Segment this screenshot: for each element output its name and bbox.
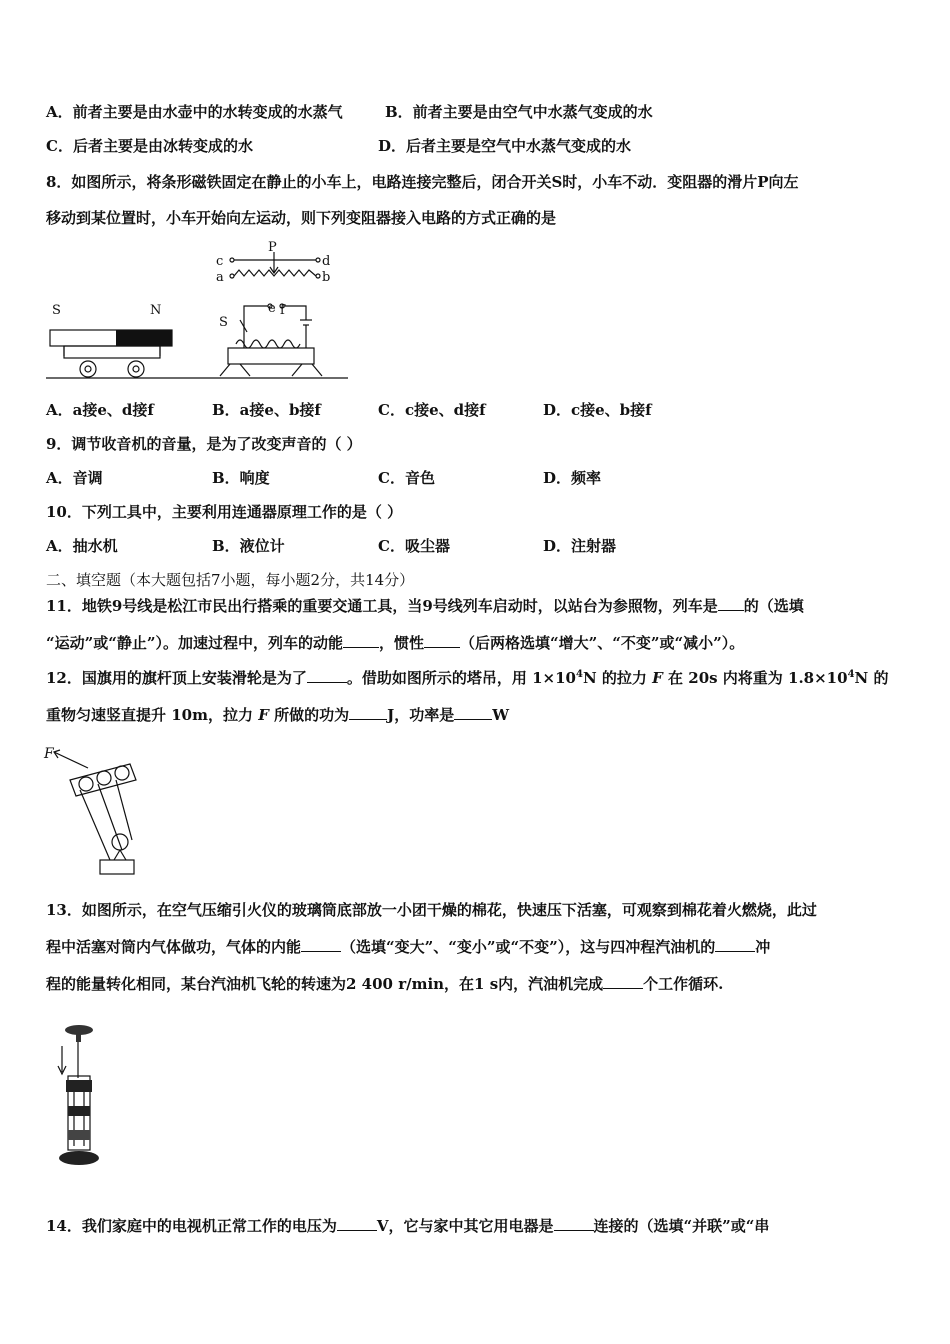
q12-force-symbol-1: F [652,669,663,687]
fig-label-p: P [268,240,277,255]
q10-option-b: B．液位计 [212,537,285,555]
q13-text-2c: 冲 [755,938,771,956]
fig-label-magnet-s: S [52,303,61,318]
q13-text-2a: 程中活塞对筒内气体做功，气体的内能 [46,938,302,956]
q13-line1: 13．如图所示，在空气压缩引火仪的玻璃筒底部放一小团干燥的棉花，快速压下活塞，可观察到棉花着火燃烧，此过 [46,901,817,919]
q11-blank-1 [718,596,744,611]
q12-exponent-1: 4 [576,669,583,680]
q8-stem-line2: 移动到某位置时，小车开始向左运动，则下列变阻器接入电路的方式正确的是 [46,209,557,227]
q11-text-2a: “运动”或“静止”）。加速过程中，列车的动能 [46,634,344,652]
q13-blank-2 [715,937,755,952]
q9-stem: 9．调节收音机的音量，是为了改变声音的（ ） [46,435,362,453]
fig-label-d: d [322,254,331,269]
q12-blank-2 [349,705,387,720]
q8-option-b: B．a接e、b接f [212,401,321,419]
q10-option-a: A．抽水机 [46,537,118,555]
q12-force-symbol-2: F [258,706,269,724]
fig-label-b: b [322,270,331,285]
q8-option-a: A．a接e、d接f [46,401,154,419]
q13-text-3b: 个工作循环. [643,975,724,993]
q11-blank-3 [424,633,460,648]
q12-text-1d: 在 20s 内将重为 1.8×10 [668,669,848,687]
q12-text-2b: 所做的功为 [274,706,350,724]
q13-fire-syringe-figure [50,1020,110,1170]
q12-text-1c: N 的拉力 [582,669,647,687]
q12-text-2d: W [492,706,510,724]
fig-label-f: f [280,303,285,318]
q11-line2 [46,633,744,653]
q13-line2 [46,937,770,957]
q9-option-a: A．音调 [46,469,103,487]
q13-line3 [46,974,723,994]
q8-stem-line1: 8．如图所示，将条形磁铁固定在静止的小车上，电路连接完整后，闭合开关S时，小车不动．变阻器的滑片P向左 [46,173,799,191]
q10-option-c: C．吸尘器 [378,537,450,555]
q8-option-d: D．c接e、b接f [543,401,652,419]
q11-text-2c: （后两格选填“增大”、“不变”或“减小”）。 [460,634,745,652]
q12-line2 [46,705,509,725]
crane-force-label: F [44,746,54,762]
q11-line1 [46,596,804,616]
q12-text-1e: N 的 [854,669,889,687]
fig-label-magnet-n: N [150,303,162,318]
q13-blank-3 [603,974,643,989]
q14-text-1c: 连接的（选填“并联”或“串 [593,1217,770,1235]
q7-option-c: C．后者主要是由冰转变成的水 [46,137,253,155]
q12-blank-1 [307,668,347,683]
q7-option-d: D．后者主要是空气中水蒸气变成的水 [378,137,632,155]
section-2-heading: 二、填空题（本大题包括7小题，每小题2分，共14分） [46,571,415,589]
q12-crane-figure [40,740,150,880]
q12-line1 [46,668,888,688]
q11-text-2b: ，惯性 [379,634,425,652]
q14-line1 [46,1216,769,1236]
q14-text-1a: 14．我们家庭中的电视机正常工作的电压为 [46,1217,337,1235]
fig-label-e: e [268,301,276,316]
q10-stem: 10．下列工具中，主要利用连通器原理工作的是（ ） [46,503,403,521]
q12-text-1a: 12．国旗用的旗杆顶上安装滑轮是为了 [46,669,307,687]
q12-exponent-2: 4 [847,669,855,680]
q14-blank-2 [554,1216,594,1231]
fig-label-c: c [216,254,224,269]
q8-option-c: C．c接e、d接f [378,401,486,419]
q12-text-2a: 重物匀速竖直提升 10m，拉力 [46,706,253,724]
q9-option-b: B．响度 [212,469,270,487]
q9-option-c: C．音色 [378,469,435,487]
q12-blank-3 [454,705,492,720]
q13-text-2b: （选填“变大”、“变小”或“不变”），这与四冲程汽油机的 [341,938,716,956]
q11-blank-2 [343,633,379,648]
q7-option-b: B．前者主要是由空气中水蒸气变成的水 [385,103,653,121]
fig-label-a: a [216,270,224,285]
q10-option-d: D．注射器 [543,537,617,555]
q9-option-d: D．频率 [543,469,602,487]
fig-label-switch-s: S [219,315,228,330]
q13-blank-1 [301,937,341,952]
q8-figure [44,236,354,384]
q12-text-2c: J，功率是 [387,706,455,724]
q12-text-1b: 。借助如图所示的塔吊，用 1×10 [346,669,576,687]
q11-text-1a: 11．地铁9号线是松江市民出行搭乘的重要交通工具，当9号线列车启动时，以站台为参照物，列车是 [46,597,718,615]
q14-text-1b: V，它与家中其它用电器是 [376,1217,554,1235]
q13-text-3a: 程的能量转化相同，某台汽油机飞轮的转速为2 400 r/min，在1 s内，汽油机完成 [46,975,604,993]
q11-text-1b: 的（选填 [743,597,804,615]
q14-blank-1 [337,1216,377,1231]
q7-option-a: A．前者主要是由水壶中的水转变成的水蒸气 [46,103,343,121]
